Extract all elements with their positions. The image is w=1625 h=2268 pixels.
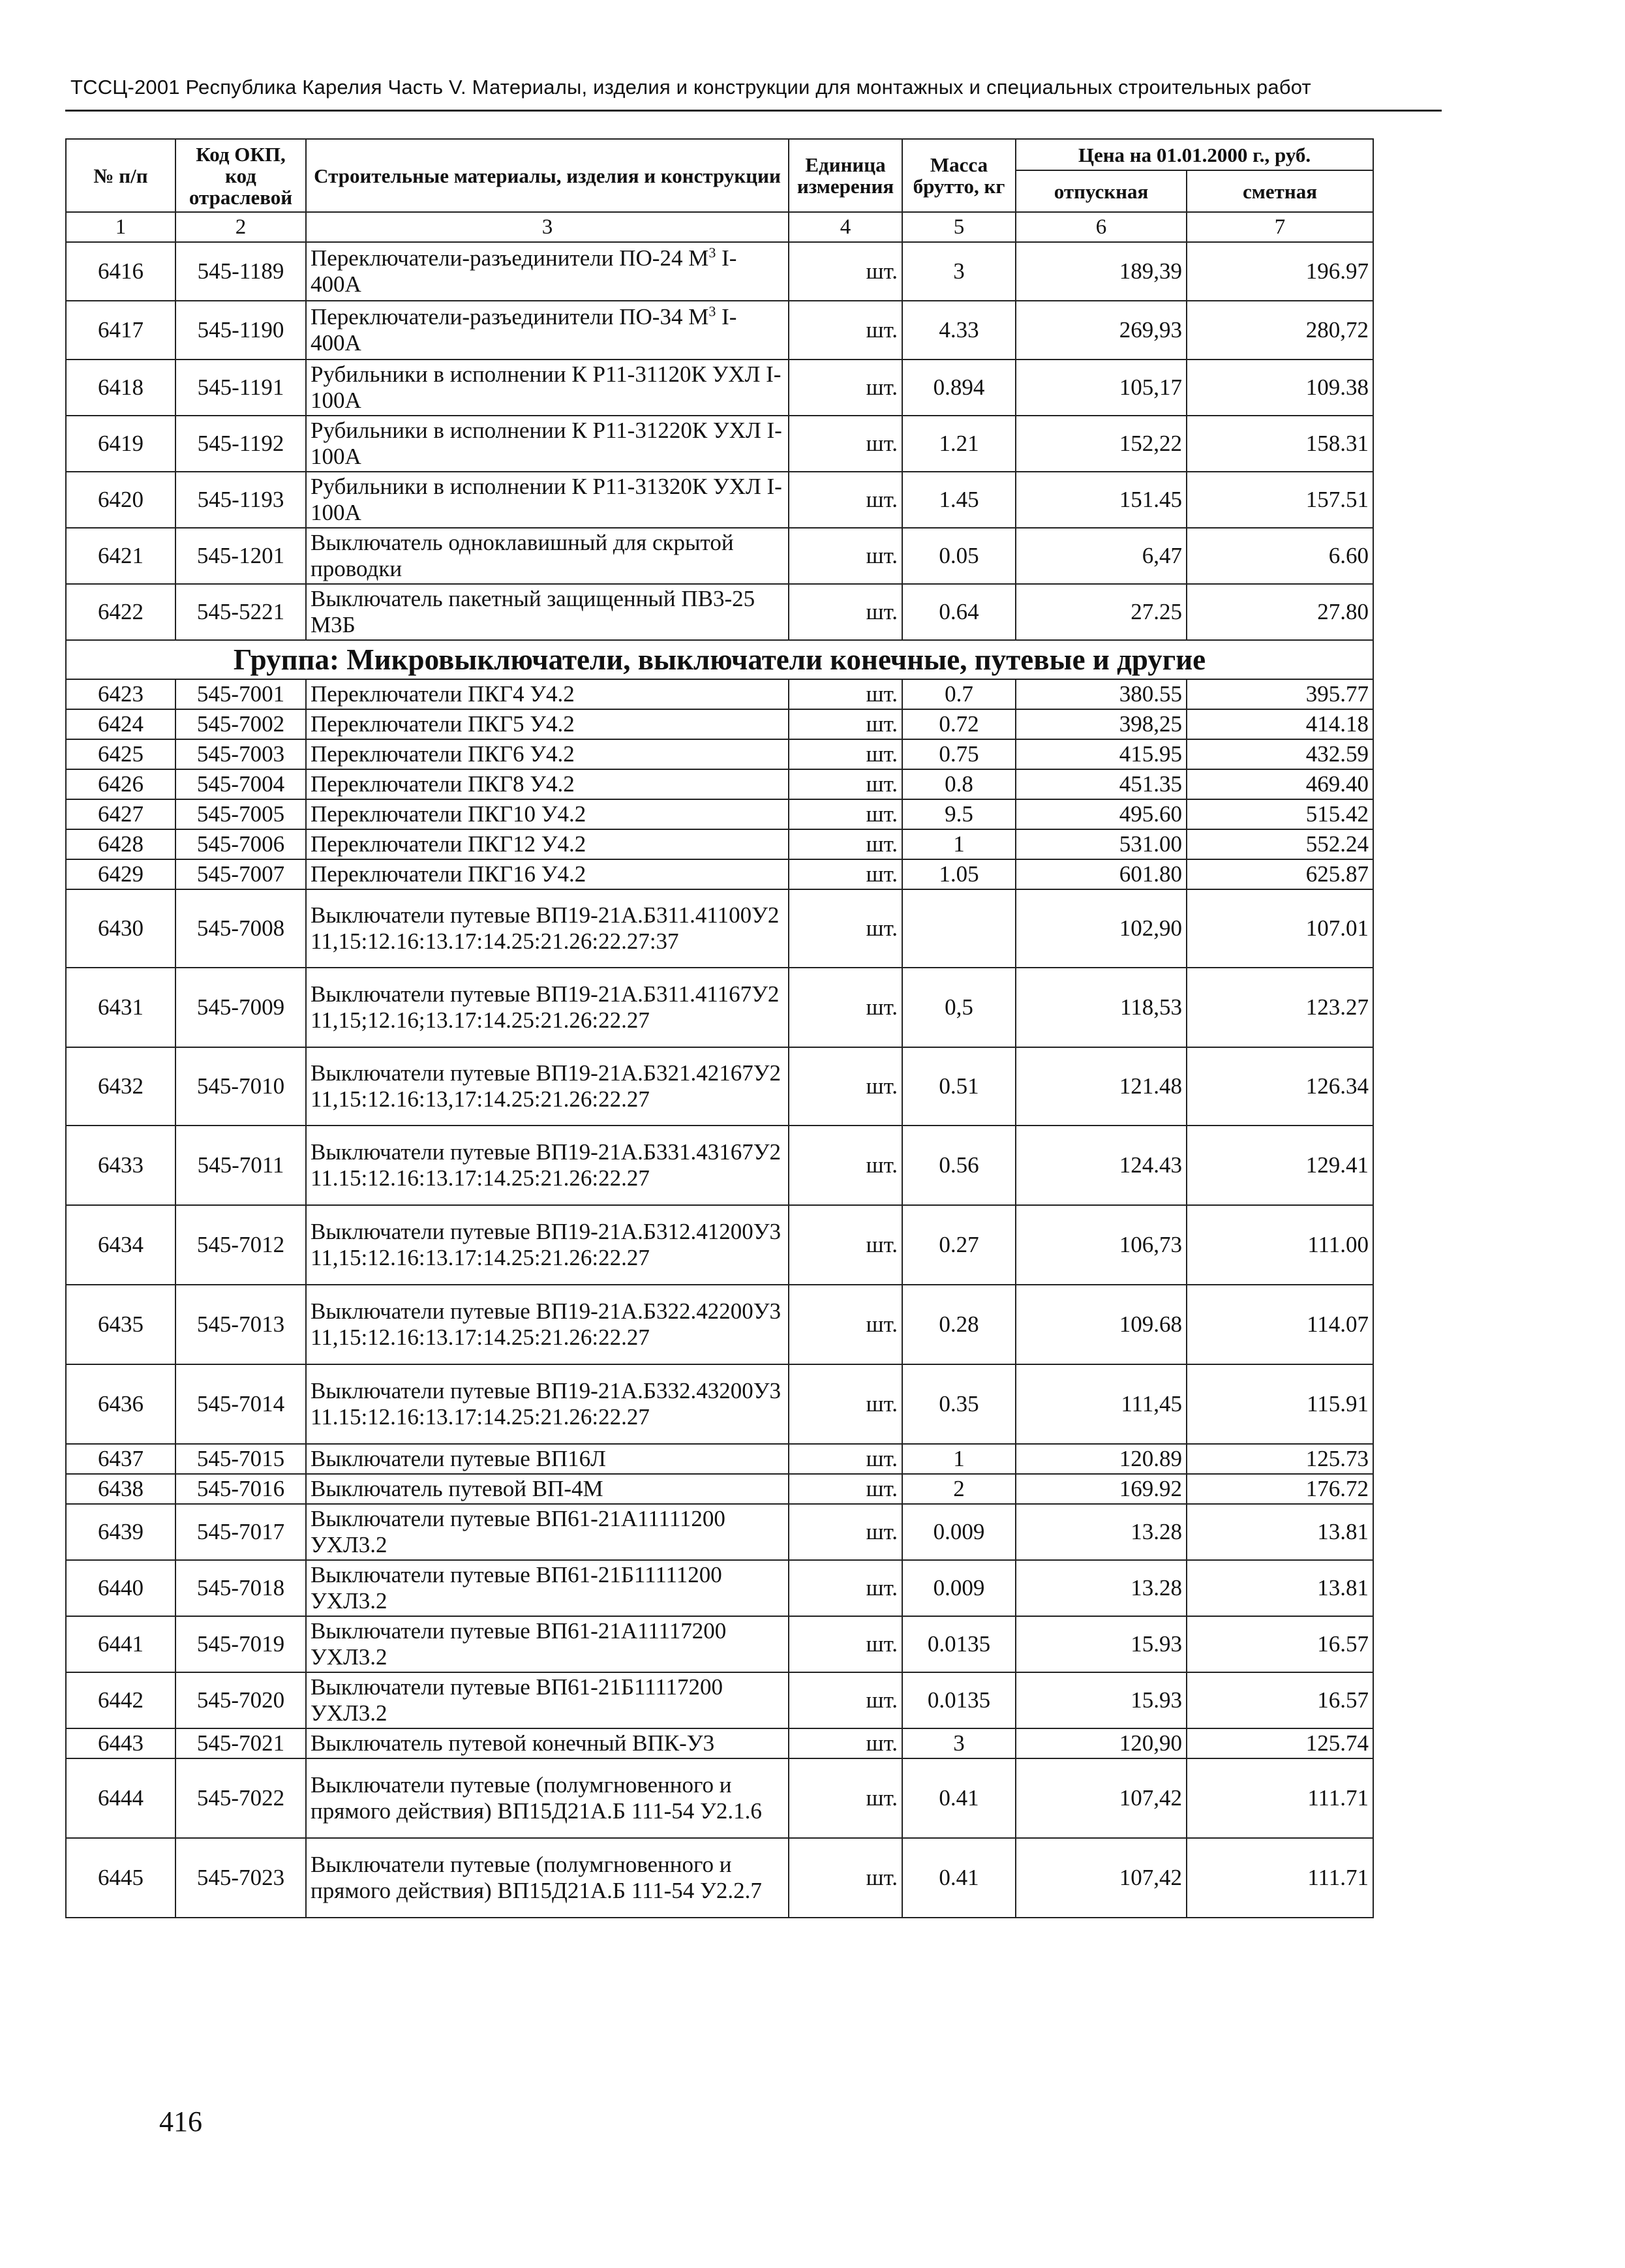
cell-mass: 3	[902, 242, 1016, 301]
cell-num: 6439	[66, 1504, 175, 1560]
table-row	[66, 1504, 1373, 1560]
cell-name: Переключатели ПКГ16 У4.2	[306, 859, 789, 889]
column-number-row	[66, 212, 1373, 242]
cell-mass: 1	[902, 829, 1016, 859]
cell-price-release: 13.28	[1016, 1504, 1187, 1560]
cell-num: 6417	[66, 301, 175, 360]
cell-price-estimate: 126.34	[1187, 1047, 1373, 1126]
cell-name: Переключатели ПКГ12 У4.2	[306, 829, 789, 859]
cell-unit: шт.	[789, 301, 902, 360]
table-row	[66, 829, 1373, 859]
cell-mass: 0.0135	[902, 1672, 1016, 1728]
cell-code: 545-7013	[175, 1285, 306, 1364]
cell-code: 545-7020	[175, 1672, 306, 1728]
table-row	[66, 242, 1373, 301]
table-row	[66, 301, 1373, 360]
cell-name: Выключатели путевые ВП61-21Б11117200 УХЛ3.2	[306, 1672, 789, 1728]
cell-num: 6428	[66, 829, 175, 859]
cell-num: 6416	[66, 242, 175, 301]
cell-price-estimate: 395.77	[1187, 679, 1373, 709]
cell-num: 6444	[66, 1758, 175, 1838]
cell-price-release: 531.00	[1016, 829, 1187, 859]
cell-mass: 0.41	[902, 1758, 1016, 1838]
cell-mass: 0.41	[902, 1838, 1016, 1918]
cell-name: Выключатели путевые ВП19-21А.Б321.42167У2 11,15:12.16:13,17:14.25:21.26:22.27	[306, 1047, 789, 1126]
cell-code: 545-7011	[175, 1126, 306, 1205]
cell-mass: 0.894	[902, 360, 1016, 416]
cell-code: 545-7019	[175, 1616, 306, 1672]
cell-mass: 0.35	[902, 1364, 1016, 1444]
cell-unit: шт.	[789, 472, 902, 528]
name-text: I-	[716, 245, 737, 271]
cell-name: Выключатели путевые ВП19-21А.Б312.41200У3 11,15:12.16:13.17:14.25:21.26:22.27	[306, 1205, 789, 1285]
cell-price-estimate: 111.00	[1187, 1205, 1373, 1285]
price-table	[65, 138, 1374, 1918]
cell-price-release: 107,42	[1016, 1758, 1187, 1838]
cell-mass	[902, 889, 1016, 968]
cell-unit: шт.	[789, 416, 902, 472]
cell-price-estimate: 176.72	[1187, 1474, 1373, 1504]
table-row	[66, 1728, 1373, 1758]
col-header-mass: Масса брутто, кг	[902, 139, 1016, 212]
cell-unit: шт.	[789, 968, 902, 1047]
cell-price-release: 189,39	[1016, 242, 1187, 301]
cell-price-estimate: 196.97	[1187, 242, 1373, 301]
col-header-price-group: Цена на 01.01.2000 г., руб.	[1016, 139, 1373, 170]
table-row	[66, 968, 1373, 1047]
cell-price-release: 15.93	[1016, 1672, 1187, 1728]
table-row	[66, 1560, 1373, 1616]
header-divider	[65, 110, 1442, 112]
cell-mass: 0.7	[902, 679, 1016, 709]
cell-price-release: 111,45	[1016, 1364, 1187, 1444]
cell-unit: шт.	[789, 1126, 902, 1205]
cell-mass: 0.009	[902, 1560, 1016, 1616]
rows-before-group	[66, 242, 1373, 360]
cell-num: 6438	[66, 1474, 175, 1504]
cell-mass: 1	[902, 1444, 1016, 1474]
cell-unit: шт.	[789, 1672, 902, 1728]
cell-name: Выключатели путевые ВП61-21А11117200 УХЛ3.2	[306, 1616, 789, 1672]
cell-unit: шт.	[789, 739, 902, 769]
cell-price-release: 169.92	[1016, 1474, 1187, 1504]
cell-price-estimate: 625.87	[1187, 859, 1373, 889]
cell-mass: 1.21	[902, 416, 1016, 472]
cell-name: Рубильники в исполнении К Р11-31120К УХЛ I-100А	[306, 360, 789, 416]
cell-unit: шт.	[789, 360, 902, 416]
column-number: 2	[175, 212, 306, 242]
cell-mass: 2	[902, 1474, 1016, 1504]
cell-price-release: 105,17	[1016, 360, 1187, 416]
cell-price-estimate: 111.71	[1187, 1758, 1373, 1838]
cell-mass: 1.45	[902, 472, 1016, 528]
cell-price-release: 106,73	[1016, 1205, 1187, 1285]
cell-price-release: 151.45	[1016, 472, 1187, 528]
cell-price-release: 120,90	[1016, 1728, 1187, 1758]
cell-price-release: 124.43	[1016, 1126, 1187, 1205]
cell-unit: шт.	[789, 709, 902, 739]
cell-mass: 0.56	[902, 1126, 1016, 1205]
cell-code: 545-1193	[175, 472, 306, 528]
cell-num: 6420	[66, 472, 175, 528]
table-row	[66, 859, 1373, 889]
cell-name: Переключатели ПКГ5 У4.2	[306, 709, 789, 739]
table-row	[66, 472, 1373, 528]
table-row	[66, 679, 1373, 709]
cell-code: 545-7012	[175, 1205, 306, 1285]
table-row	[66, 584, 1373, 640]
name-text: Переключатели-разъединители ПО-24 М	[311, 245, 709, 271]
cell-mass: 4.33	[902, 301, 1016, 360]
cell-price-estimate: 158.31	[1187, 416, 1373, 472]
cell-name: Рубильники в исполнении К Р11-31320К УХЛ I-100А	[306, 472, 789, 528]
table-row	[66, 1758, 1373, 1838]
table-row	[66, 1838, 1373, 1918]
cell-num: 6433	[66, 1126, 175, 1205]
cell-name: Выключатели путевые ВП16Л	[306, 1444, 789, 1474]
cell-unit: шт.	[789, 242, 902, 301]
table-row	[66, 739, 1373, 769]
col-header-name: Строительные материалы, изделия и конструкции	[306, 139, 789, 212]
cell-code: 545-1192	[175, 416, 306, 472]
cell-code: 545-1191	[175, 360, 306, 416]
table-row	[66, 1047, 1373, 1126]
cell-name: Выключатели путевые ВП19-21А.Б311.41167У2 11,15;12.16;13.17:14.25:21.26:22.27	[306, 968, 789, 1047]
table-row	[66, 1672, 1373, 1728]
cell-price-estimate: 125.73	[1187, 1444, 1373, 1474]
cell-unit: шт.	[789, 1285, 902, 1364]
cell-code: 545-7003	[175, 739, 306, 769]
name-text: 400А	[311, 330, 361, 356]
cell-mass: 0.72	[902, 709, 1016, 739]
cell-price-estimate: 280,72	[1187, 301, 1373, 360]
group-section	[66, 640, 1373, 679]
cell-price-release: 121.48	[1016, 1047, 1187, 1126]
cell-price-estimate: 13.81	[1187, 1504, 1373, 1560]
cell-name: Выключатели путевые ВП19-21А.Б331.43167У2 11.15:12.16:13.17:14.25:21.26:22.27	[306, 1126, 789, 1205]
name-text: Переключатели-разъединители ПО-34 М	[311, 304, 709, 329]
cell-price-estimate: 414.18	[1187, 709, 1373, 739]
cell-num: 6421	[66, 528, 175, 584]
rows-after-group	[66, 679, 1373, 1918]
cell-num: 6429	[66, 859, 175, 889]
cell-unit: шт.	[789, 1504, 902, 1560]
cell-num: 6440	[66, 1560, 175, 1616]
page-number: 416	[159, 2106, 202, 2138]
column-number: 5	[902, 212, 1016, 242]
page-header: ТССЦ-2001 Республика Карелия Часть V. Материалы, изделия и конструкции для монтажных и специальных строительных работ	[70, 76, 1311, 99]
cell-price-release: 109.68	[1016, 1285, 1187, 1364]
cell-code: 545-7009	[175, 968, 306, 1047]
cell-price-release: 398,25	[1016, 709, 1187, 739]
cell-price-estimate: 552.24	[1187, 829, 1373, 859]
cell-price-release: 13.28	[1016, 1560, 1187, 1616]
table-row	[66, 1205, 1373, 1285]
cell-mass: 9.5	[902, 799, 1016, 829]
cell-num: 6427	[66, 799, 175, 829]
group-title: Группа: Микровыключатели, выключатели конечные, путевые и другие	[66, 640, 1373, 679]
cell-price-estimate: 469.40	[1187, 769, 1373, 799]
cell-code: 545-7010	[175, 1047, 306, 1126]
cell-code: 545-7023	[175, 1838, 306, 1918]
cell-code: 545-7014	[175, 1364, 306, 1444]
cell-price-estimate: 13.81	[1187, 1560, 1373, 1616]
table-row	[66, 769, 1373, 799]
table-row	[66, 1444, 1373, 1474]
cell-price-estimate: 115.91	[1187, 1364, 1373, 1444]
cell-unit: шт.	[789, 1838, 902, 1918]
table-row	[66, 1616, 1373, 1672]
cell-name: Выключатели путевые ВП19-21А.Б322.42200У3 11,15:12.16:13.17:14.25:21.26:22.27	[306, 1285, 789, 1364]
cell-mass: 1.05	[902, 859, 1016, 889]
cell-num: 6443	[66, 1728, 175, 1758]
cell-price-release: 27.25	[1016, 584, 1187, 640]
cell-name: Рубильники в исполнении К Р11-31220К УХЛ I-100А	[306, 416, 789, 472]
cell-price-estimate: 125.74	[1187, 1728, 1373, 1758]
cell-mass: 0.51	[902, 1047, 1016, 1126]
cell-num: 6442	[66, 1672, 175, 1728]
cell-name: Переключатели ПКГ4 У4.2	[306, 679, 789, 709]
cell-price-estimate: 515.42	[1187, 799, 1373, 829]
cell-code: 545-7022	[175, 1758, 306, 1838]
cell-unit: шт.	[789, 799, 902, 829]
cell-unit: шт.	[789, 1560, 902, 1616]
cell-code: 545-7021	[175, 1728, 306, 1758]
cell-mass: 0.009	[902, 1504, 1016, 1560]
table-row	[66, 1126, 1373, 1205]
cell-mass: 0.27	[902, 1205, 1016, 1285]
cell-num: 6430	[66, 889, 175, 968]
col-header-code: Код ОКП, код отраслевой	[175, 139, 306, 212]
cell-num: 6437	[66, 1444, 175, 1474]
cell-num: 6431	[66, 968, 175, 1047]
cell-unit: шт.	[789, 1728, 902, 1758]
cell-price-estimate: 6.60	[1187, 528, 1373, 584]
cell-num: 6445	[66, 1838, 175, 1918]
group-row	[66, 640, 1373, 679]
cell-price-estimate: 107.01	[1187, 889, 1373, 968]
cell-price-estimate: 109.38	[1187, 360, 1373, 416]
cell-num: 6419	[66, 416, 175, 472]
cell-num: 6422	[66, 584, 175, 640]
cell-code: 545-7006	[175, 829, 306, 859]
cell-price-release: 380.55	[1016, 679, 1187, 709]
cell-unit: шт.	[789, 889, 902, 968]
cell-code: 545-7008	[175, 889, 306, 968]
cell-price-estimate: 157.51	[1187, 472, 1373, 528]
cell-mass: 0.05	[902, 528, 1016, 584]
cell-name: Выключатели путевые (полумгновенного и прямого действия) ВП15Д21А.Б 111-54 У2.1.6	[306, 1758, 789, 1838]
cell-mass: 0.8	[902, 769, 1016, 799]
cell-name: Выключатель путевой ВП-4М	[306, 1474, 789, 1504]
col-header-unit: Единица измерения	[789, 139, 902, 212]
column-number: 7	[1187, 212, 1373, 242]
cell-price-estimate: 432.59	[1187, 739, 1373, 769]
cell-num: 6423	[66, 679, 175, 709]
cell-num: 6425	[66, 739, 175, 769]
cell-name: Выключатель путевой конечный ВПК-У3	[306, 1728, 789, 1758]
cell-num: 6434	[66, 1205, 175, 1285]
cell-unit: шт.	[789, 1205, 902, 1285]
cell-unit: шт.	[789, 1364, 902, 1444]
table-row	[66, 1285, 1373, 1364]
cell-mass: 0,5	[902, 968, 1016, 1047]
table-row	[66, 360, 1373, 416]
cell-name: Выключатели путевые ВП61-21А11111200 УХЛ3.2	[306, 1504, 789, 1560]
table-row	[66, 889, 1373, 968]
cell-price-release: 102,90	[1016, 889, 1187, 968]
table-row	[66, 1364, 1373, 1444]
column-number: 4	[789, 212, 902, 242]
cell-code: 545-7005	[175, 799, 306, 829]
cell-price-release: 495.60	[1016, 799, 1187, 829]
cell-name: Выключатель пакетный защищенный ПВ3-25 М3Б	[306, 584, 789, 640]
cell-price-estimate: 16.57	[1187, 1616, 1373, 1672]
cell-unit: шт.	[789, 1474, 902, 1504]
column-number: 6	[1016, 212, 1187, 242]
cell-name: Переключатели ПКГ6 У4.2	[306, 739, 789, 769]
cell-unit: шт.	[789, 829, 902, 859]
cell-code: 545-5221	[175, 584, 306, 640]
cell-num: 6432	[66, 1047, 175, 1126]
cell-unit: шт.	[789, 584, 902, 640]
cell-num: 6441	[66, 1616, 175, 1672]
cell-unit: шт.	[789, 528, 902, 584]
cell-unit: шт.	[789, 769, 902, 799]
cell-code: 545-1189	[175, 242, 306, 301]
cell-name: Выключатель одноклавишный для скрытой проводки	[306, 528, 789, 584]
cell-price-release: 269,93	[1016, 301, 1187, 360]
cell-num: 6426	[66, 769, 175, 799]
cell-unit: шт.	[789, 859, 902, 889]
cell-mass: 0.28	[902, 1285, 1016, 1364]
cell-name: Выключатели путевые ВП19-21А.Б311.41100У2 11,15:12.16:13.17:14.25:21.26:22.27:37	[306, 889, 789, 968]
cell-num: 6436	[66, 1364, 175, 1444]
cell-code: 545-7018	[175, 1560, 306, 1616]
cell-unit: шт.	[789, 679, 902, 709]
cell-price-estimate: 27.80	[1187, 584, 1373, 640]
name-superscript: 3	[708, 244, 716, 261]
cell-price-estimate: 111.71	[1187, 1838, 1373, 1918]
cell-mass: 3	[902, 1728, 1016, 1758]
name-text: I-	[716, 304, 737, 329]
cell-code: 545-7015	[175, 1444, 306, 1474]
cell-price-release: 118,53	[1016, 968, 1187, 1047]
table-row	[66, 709, 1373, 739]
table-row	[66, 1474, 1373, 1504]
cell-name	[306, 301, 789, 360]
cell-code: 545-7017	[175, 1504, 306, 1560]
table-row	[66, 416, 1373, 472]
column-number: 3	[306, 212, 789, 242]
cell-price-estimate: 123.27	[1187, 968, 1373, 1047]
cell-code: 545-7001	[175, 679, 306, 709]
cell-price-release: 15.93	[1016, 1616, 1187, 1672]
table-row	[66, 528, 1373, 584]
col-header-num: № п/п	[66, 139, 175, 212]
cell-mass: 0.0135	[902, 1616, 1016, 1672]
cell-mass: 0.64	[902, 584, 1016, 640]
cell-unit: шт.	[789, 1758, 902, 1838]
cell-code: 545-1190	[175, 301, 306, 360]
cell-unit: шт.	[789, 1444, 902, 1474]
cell-name: Переключатели ПКГ8 У4.2	[306, 769, 789, 799]
cell-price-release: 415.95	[1016, 739, 1187, 769]
cell-price-release: 451.35	[1016, 769, 1187, 799]
cell-num: 6435	[66, 1285, 175, 1364]
cell-code: 545-7007	[175, 859, 306, 889]
cell-code: 545-7002	[175, 709, 306, 739]
cell-name	[306, 242, 789, 301]
name-superscript: 3	[708, 303, 716, 320]
cell-name: Переключатели ПКГ10 У4.2	[306, 799, 789, 829]
table-header-row	[66, 139, 1373, 170]
col-header-price-estimate: сметная	[1187, 170, 1373, 212]
cell-code: 545-7004	[175, 769, 306, 799]
cell-name: Выключатели путевые (полумгновенного и прямого действия) ВП15Д21А.Б 111-54 У2.2.7	[306, 1838, 789, 1918]
cell-price-estimate: 129.41	[1187, 1126, 1373, 1205]
cell-name: Выключатели путевые ВП61-21Б11111200 УХЛ3.2	[306, 1560, 789, 1616]
col-header-price-release: отпускная	[1016, 170, 1187, 212]
cell-price-release: 601.80	[1016, 859, 1187, 889]
cell-price-release: 6,47	[1016, 528, 1187, 584]
cell-num: 6418	[66, 360, 175, 416]
cell-price-release: 152,22	[1016, 416, 1187, 472]
rows-before-group-rest	[66, 360, 1373, 640]
cell-mass: 0.75	[902, 739, 1016, 769]
cell-code: 545-7016	[175, 1474, 306, 1504]
cell-num: 6424	[66, 709, 175, 739]
cell-price-estimate: 16.57	[1187, 1672, 1373, 1728]
cell-price-estimate: 114.07	[1187, 1285, 1373, 1364]
cell-price-release: 120.89	[1016, 1444, 1187, 1474]
cell-unit: шт.	[789, 1047, 902, 1126]
name-text: 400А	[311, 271, 361, 297]
table-row	[66, 799, 1373, 829]
cell-unit: шт.	[789, 1616, 902, 1672]
column-number: 1	[66, 212, 175, 242]
cell-code: 545-1201	[175, 528, 306, 584]
cell-price-release: 107,42	[1016, 1838, 1187, 1918]
cell-name: Выключатели путевые ВП19-21А.Б332.43200У3 11.15:12.16:13.17:14.25:21.26:22.27	[306, 1364, 789, 1444]
